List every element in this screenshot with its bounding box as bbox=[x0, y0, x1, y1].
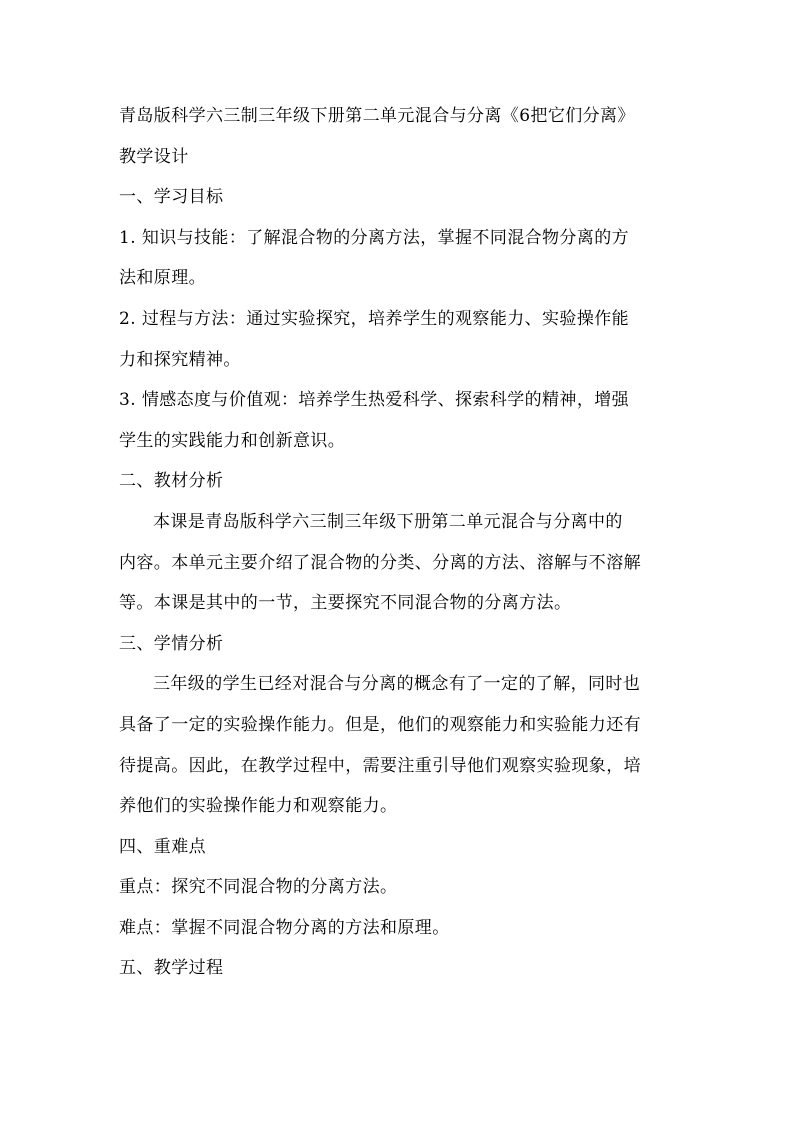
objective-3-line-1: 3. 情感态度与价值观：培养学生热爱科学、探索科学的精神，增强 bbox=[119, 390, 630, 411]
objective-2-line-1: 2. 过程与方法：通过实验探究，培养学生的观察能力、实验操作能 bbox=[119, 308, 630, 329]
document-title-line-2: 教学设计 bbox=[119, 146, 189, 167]
section-heading-students: 三、学情分析 bbox=[119, 633, 224, 654]
document-page bbox=[119, 96, 685, 989]
materials-paragraph-line-1: 本课是青岛版科学六三制三年级下册第二单元混合与分离中的 bbox=[153, 511, 623, 532]
section-heading-objectives: 一、学习目标 bbox=[119, 187, 224, 208]
students-paragraph-line-1: 三年级的学生已经对混合与分离的概念有了一定的了解，同时也 bbox=[153, 674, 641, 695]
students-paragraph-line-2: 具备了一定的实验操作能力。但是，他们的观察能力和实验能力还有 bbox=[119, 714, 641, 735]
objective-1-line-1: 1. 知识与技能：了解混合物的分离方法，掌握不同混合物分离的方 bbox=[119, 227, 630, 248]
section-heading-process: 五、教学过程 bbox=[119, 958, 224, 979]
section-heading-keypoints: 四、重难点 bbox=[119, 836, 206, 857]
key-point-line: 重点：探究不同混合物的分离方法。 bbox=[119, 877, 398, 898]
students-paragraph-line-3: 待提高。因此，在教学过程中，需要注重引导他们观察实验现象，培 bbox=[119, 755, 641, 776]
students-paragraph-line-4: 养他们的实验操作能力和观察能力。 bbox=[119, 796, 398, 817]
document-title-line-1: 青岛版科学六三制三年级下册第二单元混合与分离《6把它们分离》 bbox=[119, 106, 635, 126]
section-heading-materials: 二、教材分析 bbox=[119, 471, 224, 492]
difficult-point-line: 难点：掌握不同混合物分离的方法和原理。 bbox=[119, 917, 450, 938]
objective-2-line-2: 力和探究精神。 bbox=[119, 349, 241, 370]
materials-paragraph-line-2: 内容。本单元主要介绍了混合物的分类、分离的方法、溶解与不溶解 bbox=[119, 552, 641, 573]
materials-paragraph-line-3: 等。本课是其中的一节，主要探究不同混合物的分离方法。 bbox=[119, 593, 572, 614]
objective-3-line-2: 学生的实践能力和创新意识。 bbox=[119, 430, 346, 451]
objective-1-line-2: 法和原理。 bbox=[119, 268, 206, 289]
